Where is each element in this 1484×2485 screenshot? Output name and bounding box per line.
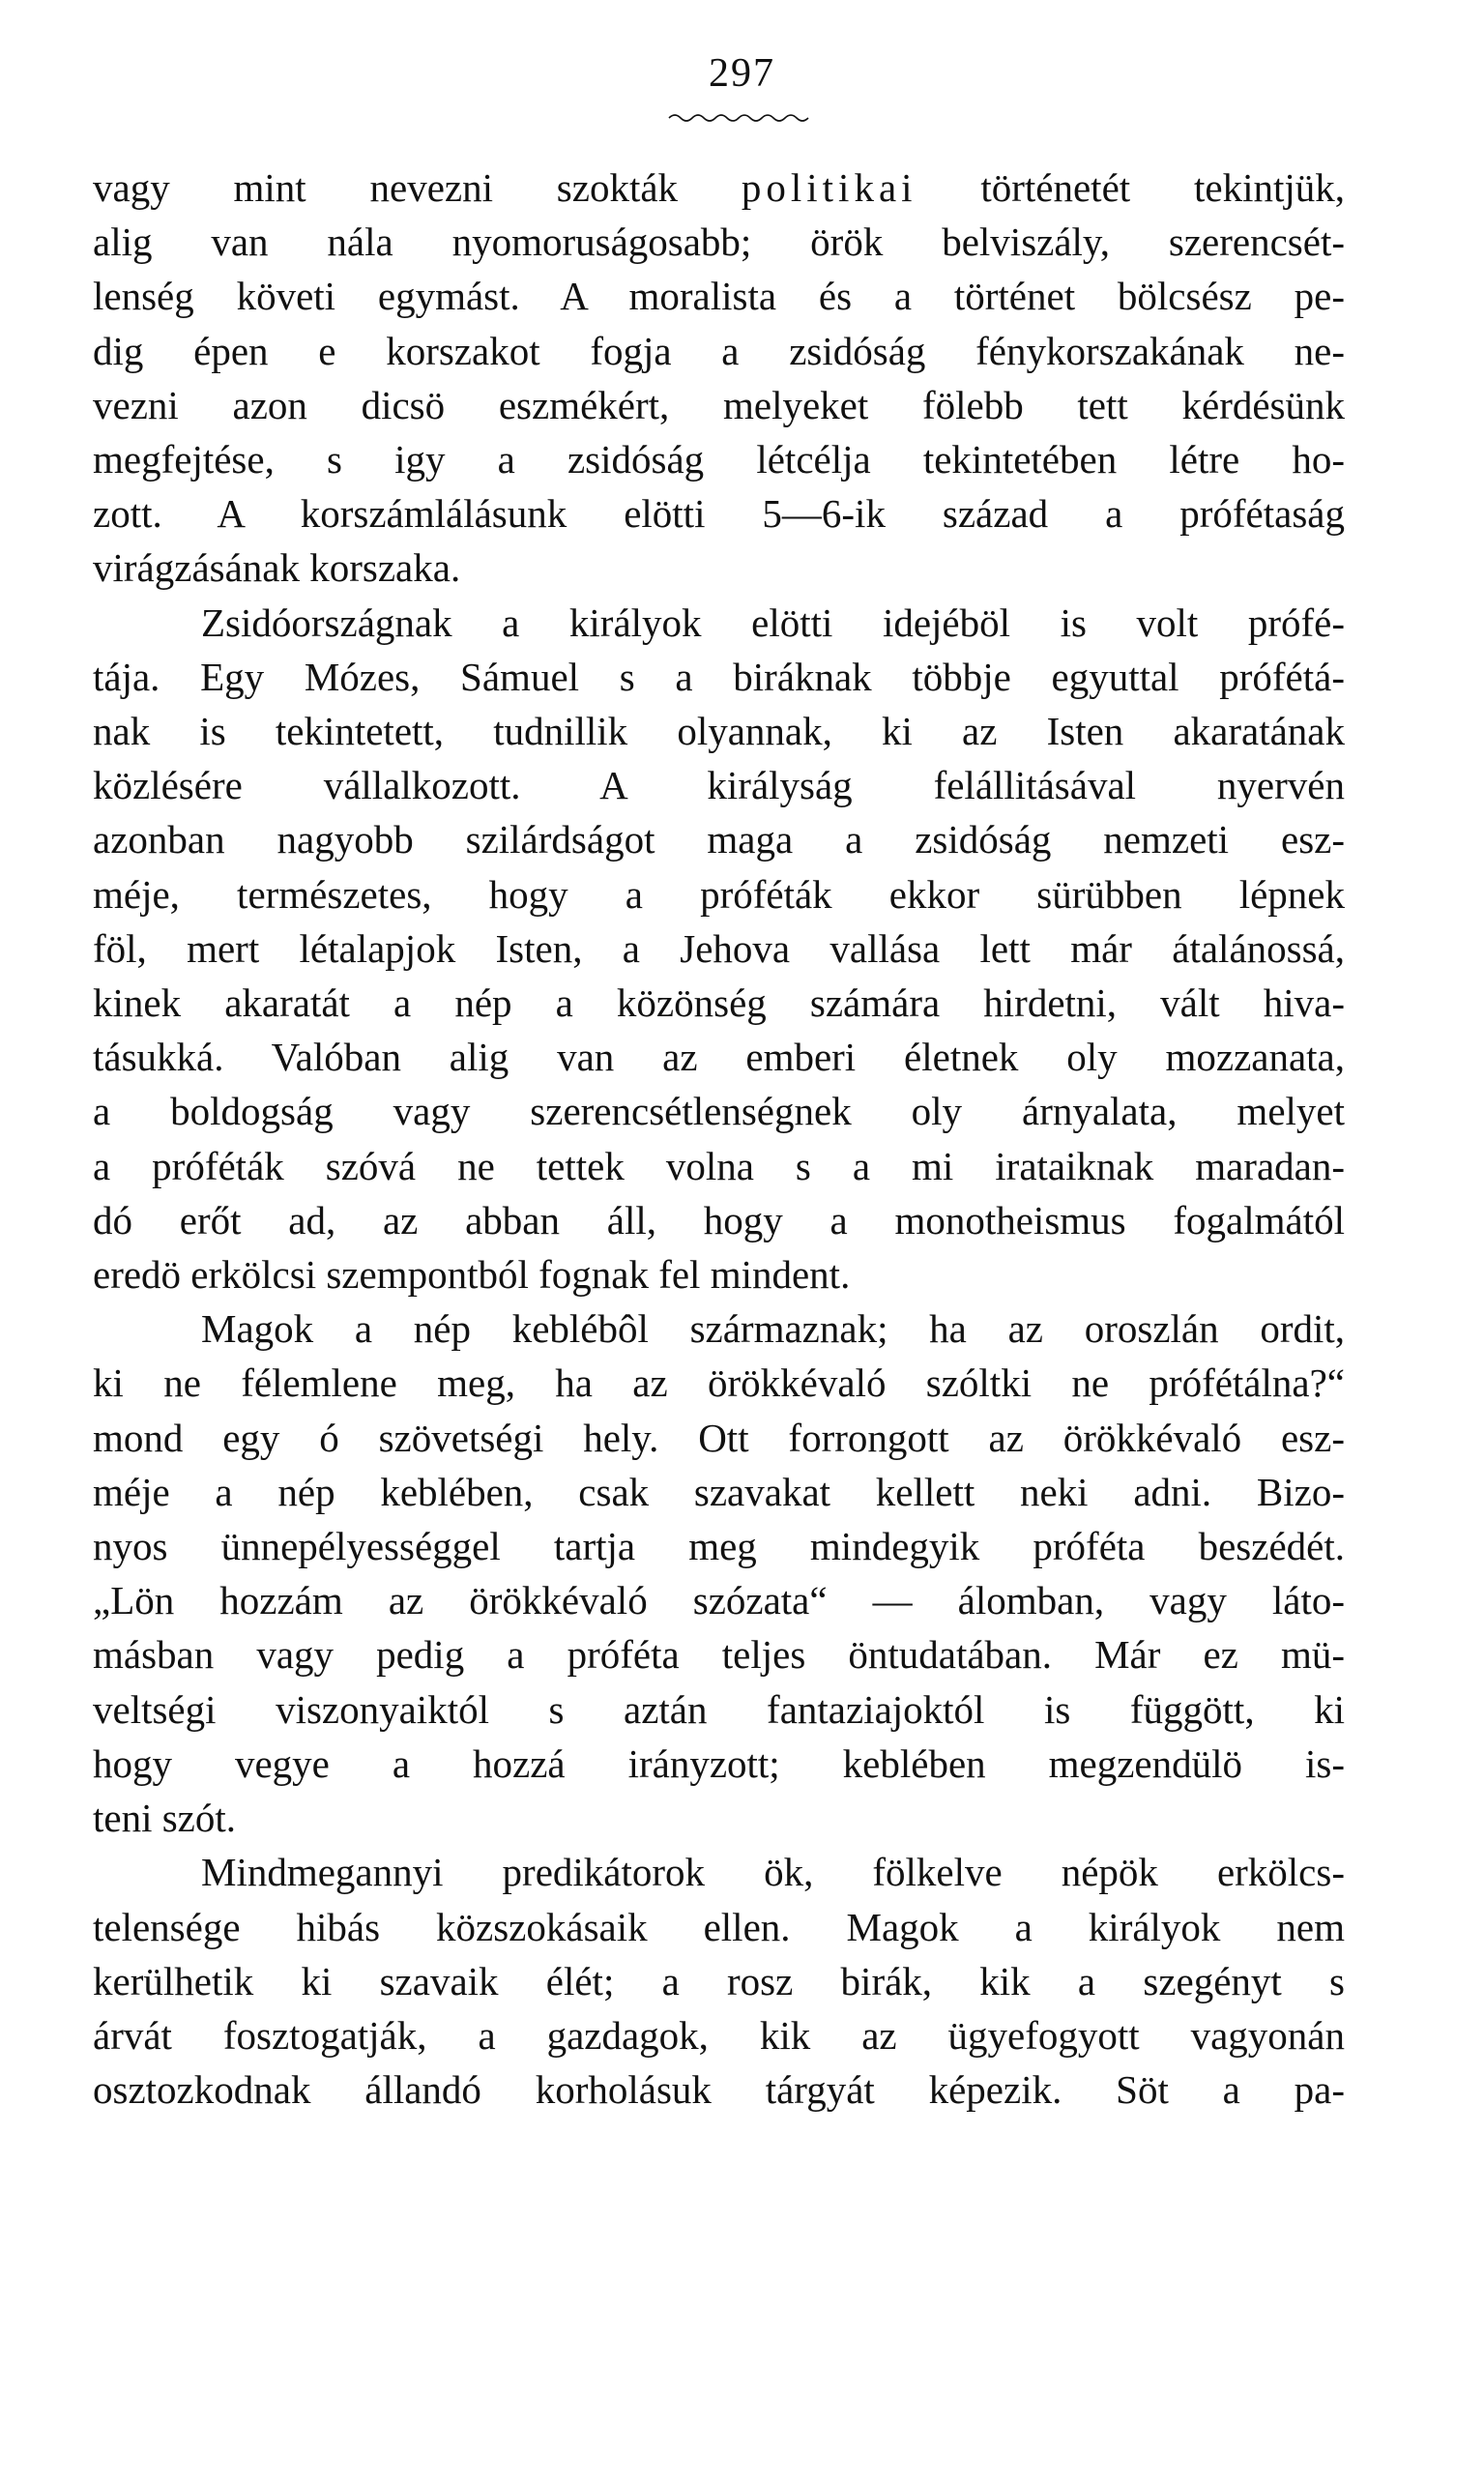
text-line: nyos ünnepélyességgel tartja meg mindegyik próféta beszédét. xyxy=(93,1524,1345,1569)
text-line: Mindmegannyi predikátorok ök, fölkelve népök erkölcs- xyxy=(201,1850,1345,1895)
text-line: közlésére vállalkozott. A királyság felállitásával nyervén xyxy=(93,763,1345,808)
text-line: a boldogság vagy szerencsétlenségnek oly árnyalata, melyet xyxy=(93,1089,1345,1134)
text-line: osztozkodnak állandó korholásuk tárgyát képezik. Söt a pa- xyxy=(93,2067,1345,2113)
text-line: a próféták szóvá ne tettek volna s a mi irataiknak maradan- xyxy=(93,1143,1345,1188)
text-line: telensége hibás közszokásaik ellen. Magok a királyok nem xyxy=(93,1904,1345,1949)
text-line: méje a nép keblében, csak szavakat kellett neki adni. Bizo- xyxy=(93,1469,1345,1514)
text-line: virágzásának korszaka. xyxy=(93,545,461,591)
text-line: kerülhetik ki szavaik élét; a rosz birák, kik a szegényt s xyxy=(93,1958,1345,2003)
text-line: tája. Egy Mózes, Sámuel s a biráknak többje egyuttal prófétá- xyxy=(93,654,1345,699)
text-line: tásukká. Valóban alig van az emberi életnek oly mozzanata, xyxy=(93,1035,1345,1080)
page-number: 297 xyxy=(709,51,775,96)
text-line: vezni azon dicsö eszmékért, melyeket fölebb tett kérdésünk xyxy=(93,382,1345,427)
text-line: megfejtése, s igy a zsidóság létcélja tekintetében létre ho- xyxy=(93,437,1345,482)
text-line: nak is tekintetett, tudnillik olyannak, ki az Isten akaratának xyxy=(93,709,1345,754)
body-text xyxy=(93,161,1345,2117)
text-line: másban vagy pedig a próféta teljes öntudatában. Már ez mü- xyxy=(93,1632,1345,1678)
text-line: vagy mint nevezni szokták politikai történetét tekintjük, xyxy=(93,165,1345,210)
text-line: zott. A korszámlálásunk elötti 5—6-ik század a prófétaság xyxy=(93,491,1345,537)
paragraph xyxy=(93,1301,1345,1845)
text-line: lenség követi egymást. A moralista és a történet bölcsész pe- xyxy=(93,274,1345,319)
page-number-ornament xyxy=(667,112,812,122)
text-line: ki ne félemlene meg, ha az örökkévaló szóltki ne prófétálna?“ xyxy=(93,1360,1345,1406)
text-line: eredö erkölcsi szempontból fognak fel mindent. xyxy=(93,1252,851,1298)
text-line: kinek akaratát a nép a közönség számára hirdetni, vált hiva- xyxy=(93,980,1345,1026)
text-line: árvát fosztogatják, a gazdagok, kik az ügyefogyott vagyonán xyxy=(93,2012,1345,2058)
text-line: föl, mert létalapjok Isten, a Jehova vallása lett már átalánossá, xyxy=(93,925,1345,971)
paragraph xyxy=(93,596,1345,1302)
text-line: hogy vegye a hozzá irányzott; keblében megzendülö is- xyxy=(93,1740,1345,1786)
text-line: Zsidóországnak a királyok elötti idejéböl is volt prófé- xyxy=(201,599,1345,645)
text-line: teni szót. xyxy=(93,1796,237,1841)
paragraph xyxy=(93,161,1345,596)
text-line: Magok a nép keblébôl származnak; ha az oroszlán ordit, xyxy=(201,1306,1345,1352)
text-line: dó erőt ad, az abban áll, hogy a monotheismus fogalmától xyxy=(93,1197,1345,1242)
paragraph xyxy=(93,1845,1345,2117)
emphasized-word: politikai xyxy=(741,165,917,210)
text-line: azonban nagyobb szilárdságot maga a zsidóság nemzeti esz- xyxy=(93,817,1345,862)
text-line: veltségi viszonyaiktól s aztán fantaziajoktól is függött, ki xyxy=(93,1686,1345,1732)
text-line: „Lön hozzám az örökkévaló szózata“ — álomban, vagy láto- xyxy=(93,1578,1345,1623)
text-line: dig épen e korszakot fogja a zsidóság fénykorszakának ne- xyxy=(93,328,1345,373)
text-line: alig van nála nyomoruságosabb; örök belviszály, szerencsét- xyxy=(93,219,1345,265)
text-line: méje, természetes, hogy a próféták ekkor sürübben lépnek xyxy=(93,871,1345,917)
text-line: mond egy ó szövetségi hely. Ott forrongott az örökkévaló esz- xyxy=(93,1415,1345,1460)
